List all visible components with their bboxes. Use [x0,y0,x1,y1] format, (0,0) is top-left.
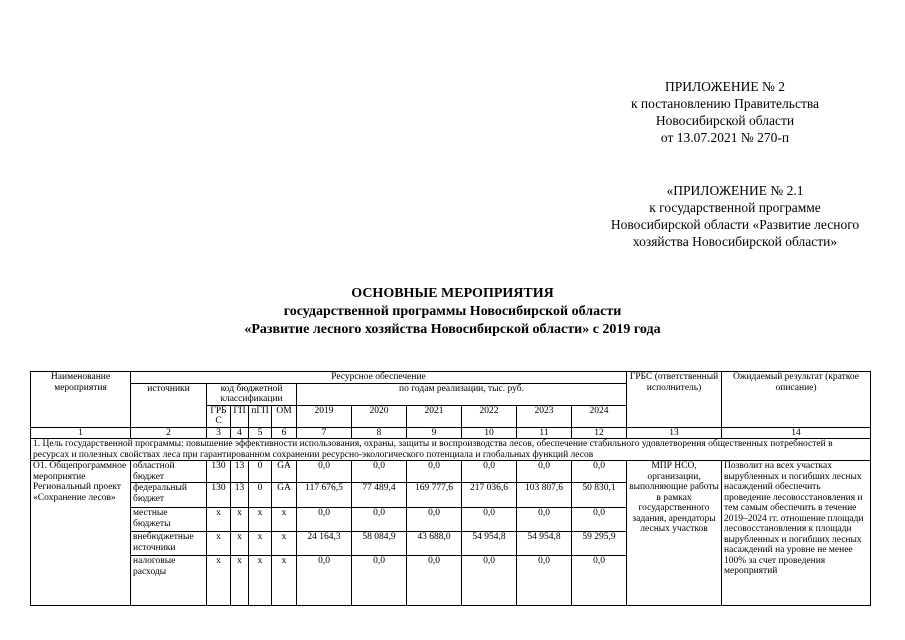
code-gp: x [231,508,249,532]
code-pgp: x [249,508,272,532]
title-line: государственной программы Новосибирской области [283,304,622,319]
code-om: x [272,532,297,556]
amount-cell: 0,0 [352,461,407,483]
program-goal: 1. Цель государственной программы: повышение эффективности использования, охраны, защиты и воспроизводства лесов, обеспечение стабильного удовлетворения общественных потребностей в ресурсах и полезных свойствах леса при гарантированном сохранении ресурсно-экологического потенциала и глобальных функций лесов [31,439,871,461]
amount-cell: 0,0 [572,461,627,483]
header-budget-code: код бюджетной классификации [207,383,297,405]
amount-cell: 77 489,4 [352,483,407,508]
code-grbs: 130 [207,483,231,508]
title-line: ОСНОВНЫЕ МЕРОПРИЯТИЯ [351,286,554,301]
code-grbs: x [207,532,231,556]
header-grbs-executor: ГРБС (ответственный исполнитель) [627,372,722,428]
appendix-line: ПРИЛОЖЕНИЕ № 2 [664,79,786,94]
sub-appendix-line: Новосибирской области «Развитие лесного [610,217,860,232]
responsible-executor: МПР НСО, организации, выполняющие работы в рамках государственного задания, арендаторы лесных участков [627,461,722,606]
amount-cell: 54 954,8 [462,532,517,556]
funding-source: налоговые расходы [131,556,207,606]
appendix-line: к постановлению Правительства [630,96,820,111]
expected-result: Позволит на всех участках вырубленных и погибших лесных насаждений обеспечить проведение лесовосстановления и тем самым обеспечить в течение 2019–2024 гг. отношение площади лесовосстановления к площади вырубленных и погибших лесных насаждений на уровне не менее 100% за счет проведения мероприятий [722,461,871,606]
event-name: О1. Общепрограммное мероприятие Региональный проект «Сохранение лесов» [31,461,131,606]
column-number: 14 [722,427,871,439]
amount-cell: 58 084,9 [352,532,407,556]
sub-appendix-line: «ПРИЛОЖЕНИЕ № 2.1 [666,183,804,198]
table-row [31,461,871,483]
code-om: GA [272,461,297,483]
appendix-header [600,78,850,146]
header-by-year: по годам реализации, тыс. руб. [297,383,627,405]
amount-cell: 0,0 [572,508,627,532]
code-pgp: 0 [249,483,272,508]
funding-source: федеральный бюджет [131,483,207,508]
amount-cell: 0,0 [462,461,517,483]
header-year: 2021 [407,405,462,427]
code-om: x [272,556,297,606]
code-grbs: x [207,508,231,532]
amount-cell: 59 295,9 [572,532,627,556]
amount-cell: 0,0 [517,508,572,532]
column-number: 8 [352,427,407,439]
column-number: 13 [627,427,722,439]
appendix-line: Новосибирской области [655,113,795,128]
code-grbs: 130 [207,461,231,483]
column-number: 5 [249,427,272,439]
column-number: 12 [572,427,627,439]
header-resources: Ресурсное обеспечение [131,372,627,384]
code-pgp: x [249,556,272,606]
appendix-line: от 13.07.2021 № 270-п [660,130,790,145]
amount-cell: 0,0 [297,508,352,532]
header-year: 2019 [297,405,352,427]
amount-cell: 0,0 [462,508,517,532]
amount-cell: 0,0 [297,556,352,606]
amount-cell: 0,0 [407,461,462,483]
code-pgp: 0 [249,461,272,483]
header-code-grbs: ГРБС [207,405,231,427]
code-gp: x [231,556,249,606]
header-sources: источники [131,383,207,427]
column-number-row [31,427,871,439]
code-gp: 13 [231,483,249,508]
amount-cell: 24 164,3 [297,532,352,556]
header-code-gp: ГП [231,405,249,427]
measures-table [30,371,871,606]
header-event-name: Наименование мероприятия [31,372,131,428]
amount-cell: 0,0 [572,556,627,606]
header-expected-result: Ожидаемый результат (краткое описание) [722,372,871,428]
column-number: 10 [462,427,517,439]
amount-cell: 169 777,6 [407,483,462,508]
amount-cell: 0,0 [517,556,572,606]
sub-appendix-line: хозяйства Новосибирской области» [632,234,838,249]
column-number: 11 [517,427,572,439]
column-number: 7 [297,427,352,439]
column-number: 4 [231,427,249,439]
code-gp: x [231,532,249,556]
funding-source: областной бюджет [131,461,207,483]
amount-cell: 117 676,5 [297,483,352,508]
amount-cell: 50 830,1 [572,483,627,508]
code-pgp: x [249,532,272,556]
sub-appendix-header [590,182,880,250]
header-year: 2020 [352,405,407,427]
funding-source: внебюджетные источники [131,532,207,556]
column-number: 6 [272,427,297,439]
column-number: 1 [31,427,131,439]
document-title [0,285,905,339]
sub-appendix-line: к государственной программе [649,200,821,215]
amount-cell: 0,0 [407,556,462,606]
header-code-om: ОМ [272,405,297,427]
amount-cell: 0,0 [462,556,517,606]
header-code-pgp: пГП [249,405,272,427]
amount-cell: 0,0 [407,508,462,532]
amount-cell: 43 688,0 [407,532,462,556]
amount-cell: 0,0 [297,461,352,483]
code-om: x [272,508,297,532]
header-year: 2022 [462,405,517,427]
column-number: 2 [131,427,207,439]
column-number: 9 [407,427,462,439]
amount-cell: 0,0 [517,461,572,483]
amount-cell: 54 954,8 [517,532,572,556]
header-year: 2023 [517,405,572,427]
amount-cell: 217 036,6 [462,483,517,508]
code-om: GA [272,483,297,508]
title-line: «Развитие лесного хозяйства Новосибирской области» с 2019 года [244,322,661,337]
amount-cell: 103 807,6 [517,483,572,508]
code-gp: 13 [231,461,249,483]
amount-cell: 0,0 [352,508,407,532]
amount-cell: 0,0 [352,556,407,606]
column-number: 3 [207,427,231,439]
funding-source: местные бюджеты [131,508,207,532]
code-grbs: x [207,556,231,606]
header-year: 2024 [572,405,627,427]
